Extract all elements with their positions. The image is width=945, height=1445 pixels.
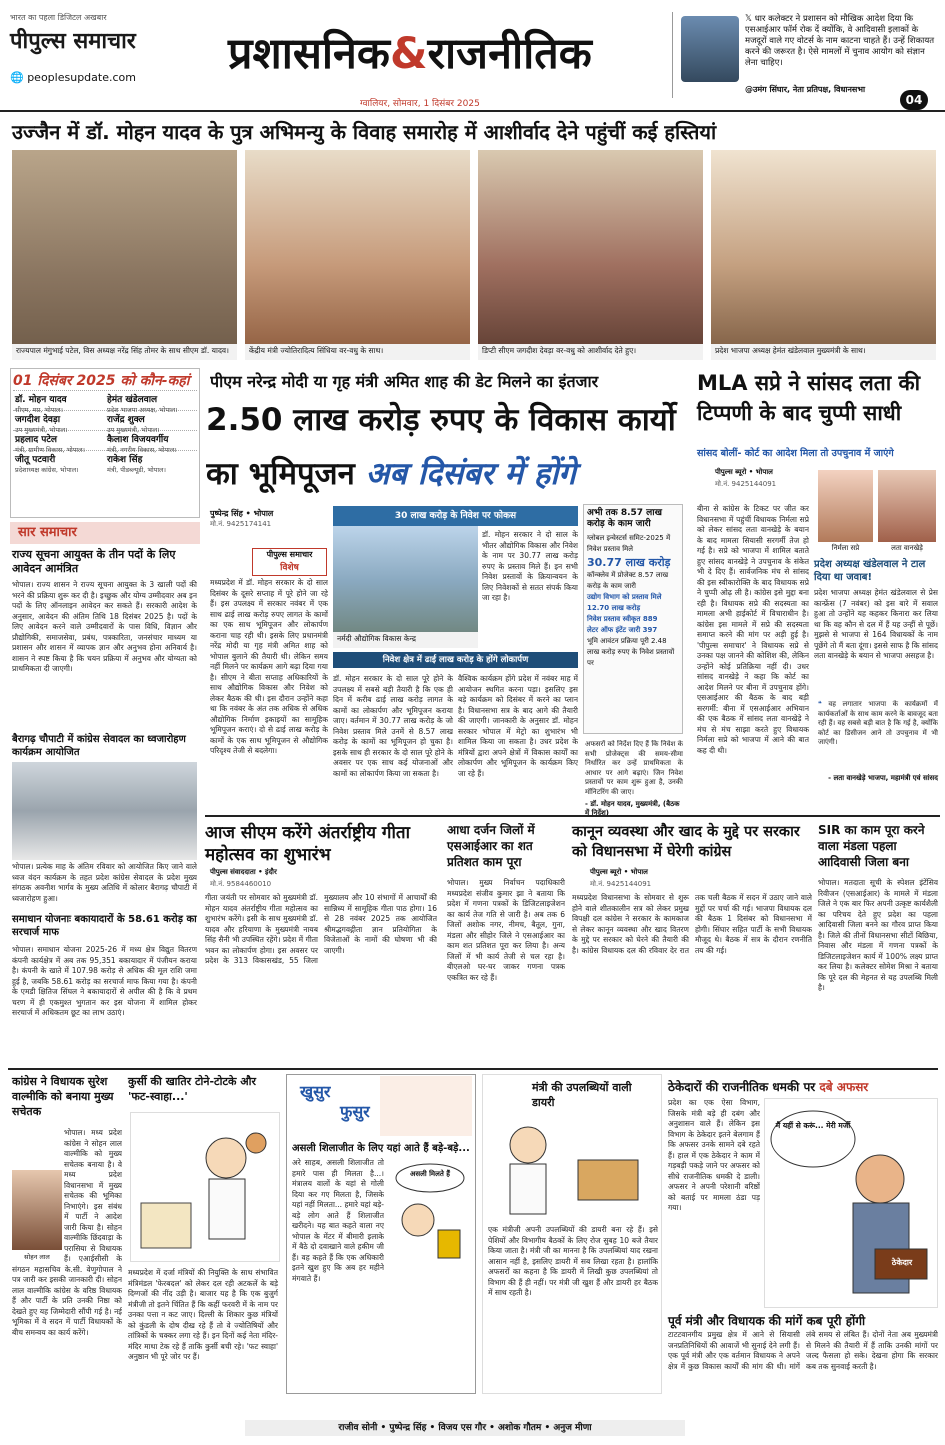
focus-banner: 30 लाख करोड़ के निवेश पर फोकस — [333, 506, 578, 526]
mukhya-body: भोपाल। मध्य प्रदेश कांग्रेस ने सोहन लाल वाल्मीकि को मुख्य सचेतक बनाया है। वे मध्य प्रदेश विधानसभा में मुख्य सचेतक की भूमिका निभाएंगे। इस संबंध में पार्टी ने आदेश जारी किया है। सोहन वाल्मीकि छिंदवाड़ा के परासिया से विधायक हैं। एआईसीसी के संगठन महासचिव के.सी. वेणुगोपाल ने पत्र जारी कर इसकी जानकारी दी। सोहन लाल वाल्मीकि कांग्रेस के वरिष्ठ विधायक हैं और पार्टी के प्रति उनकी निष्ठा को देखते हुए यह जिम्मेदारी सौंपी गई है। नई भूमिका में वे सदन में पार्टी विधायकों के बीच समन्वय का कार्य करेंगे। — [12, 1128, 122, 1337]
dateline: ग्वालियर, सोमवार, 1 दिसंबर 2025 — [360, 99, 480, 109]
caption: केंद्रीय मंत्री ज्योतिरादित्य सिंधिया वर-वधु के साथ। — [245, 344, 470, 360]
sar-body-1: भोपाल। राज्य शासन ने राज्य सूचना आयुक्त के 3 खाली पदों की भरने की प्रक्रिया शुरू कर दी है। इच्छुक और योग्य उम्मीदवार अब इन पदों के लिए ऑनलाइन आवेदन कर सकते हैं। सरकारी आदेश के अनुसार, आवेदन की अंतिम तिथि 18 दिसंबर 2025 है। पदों के लिए आवेदन करने वाले उम्मीदवारों के पास विधि, विज्ञान और प्रौद्योगिकी, समाजसेवा, प्रबंध, पत्रकारिता, जनसंचार माध्यम या प्रशासन और शासन में व्यापक ज्ञान और अनुभव होना अनिवार्य है। शासन ने स्पष्ट किया है कि चयन प्रक्रिया में अनुभव और योग्यता को प्राथमिकता दी जाएगी। — [12, 580, 197, 673]
mla-body-2: प्रदेश भाजपा अध्यक्ष हेमंत खंडेलवाल से प्रेस कान्फ्रेंस (7 नवंबर) को इस बारे में सवाल हुआ तो उन्होंने यह कहकर किनारा कर लिया था कि वह कौन से दल में हैं यह उन्हीं से पूछें। मुझसे से भाजपा से 164 विधायकों के नाम पूछेंगे तो मैं बता दूंगा। इससे साफ है कि सांसद लता वानखेड़े के बयान से भाजपा असहज है। — [814, 588, 938, 660]
photo-2 — [245, 150, 470, 360]
mla-body: बीना से कांग्रेस के टिकट पर जीत कर विधानसभा में पहुंचीं विधायक निर्मला सप्रे को लेकर सांसद लता वानखेड़े के बयान के बाद मामला सियासी सरगर्मी तेज हो गई है। सप्रे को भाजपा में शामिल बताते हुए सांसद वानखेड़े ने उपचुनाव के संकेत भी दे दिए हैं। सार्वजनिक मंच से सांसद की इस स्वीकारोक्ति के बाद विधायक सप्रे ने चुप्पी ओढ़ ली है। कांग्रेस इसे मुद्दा बना रही है। विधायक सप्रे की सदस्यता का मामला अभी हाईकोर्ट में विचाराधीन है। कांग्रेस इस मामले में सप्रे की सदस्यता समाप्त करने की मांग पर अड़ी हुई है। 'पीपुल्स समाचार' ने विधायक सप्रे से उनका पक्ष जानने की कोशिश की, लेकिन उन्होंने कोई प्रतिक्रिया नहीं दी। उधर सांसद वानखेड़े ने कहा कि कोर्ट का आदेश मिलने पर बीना में उपचुनाव होंगे। एसआईआर की बैठक के बाद बड़ी सरगर्मी: बीना में एसआईआर अभियान की एक बैठक में सांसद लता वानखेड़े ने मंच से मंच साझा करते हुए विधायक निर्मला सप्रे को भाजपा में आने की बात कह दी थी। — [697, 504, 809, 755]
mla-headline: MLA सप्रे ने सांसद लता की टिप्पणी के बाद चुप्पी साधी — [697, 371, 921, 425]
caption: सोहन लाल — [24, 1253, 50, 1261]
schedule-box: 01 दिसंबर 2025 को कौन-कहां डॉ. मोहन यादव सीएम, मप्र, भोपाल। हेमंत खंडेलवाल प्रदेश भाजपा अध्यक्ष, भोपाल। जगदीश देवड़ा उप मुख्यमंत्री, भोपाल। राजेंद्र शुक्ल उप मुख्यमंत्री, भोपाल। प्रहलाद पटेल मंत्री, ग्रामीण विकास, भोपाल। कैलाश विजयवर्गीय मंत्री, नगरीय विकास, भोपाल। जीतू पटवारी प्रदेशाध्यक्ष कांग्रेस, भोपाल। राकेश सिंह मंत्री, पीडब्ल्यूडी, भोपाल। — [10, 368, 200, 518]
thekedar-body: प्रदेश का एक ऐसा विभाग, जिसके मंत्री बड़े ही दबंग और अनुशासन वाले हैं। लेकिन इस विभाग के ठेकेदार इतने बेलगाम हैं कि अफसर उनके सामने दबे रहते हैं। हाल में एक ठेकेदार ने काम में गड़बड़ी पकड़े जाने पर अफसर को सीधे राजनीतिक धमकी दे डाली। अफसर ने अपनी परेशानी वरिष्ठों को बताई पर मामला ठंडा पड़ गया। — [668, 1098, 760, 1212]
sir-body: भोपाल। मुख्य निर्वाचन पदाधिकारी मध्यप्रदेश संजीव कुमार झा ने बताया कि प्रदेश में गणना पत्रकों के डिजिटलाइजेशन का कार्य तेज गति से जारी है। अब तक 6 जिलों अशोक नगर, नीमच, बैतूल, गुना, मंडला और सीहोर जिले ने एसआईआर का काम शत प्रतिशत पूरा कर लिया है। अन्य जिलों में भी कार्य तेजी से चल रहा है। बीएलओ घर-घर जाकर गणना पत्रक एकत्रित कर रहे हैं। — [447, 878, 565, 982]
cartoon-figure-icon — [131, 1113, 281, 1263]
speech-bubble: असली मिलते हैं — [410, 1170, 450, 1178]
diary-cartoon — [488, 1110, 658, 1220]
contributors-footer: राजीव सोनी • पुष्पेन्द्र सिंह • विजय एस गौर • अशोक गौतम • अनुज मीणा — [245, 1420, 685, 1436]
totke-body: मध्यप्रदेश में दर्जा मंत्रियों की नियुक्ति के साथ संभावित मंत्रिमंडल 'फेरबदल' को लेकर दल रही अटकलें के बड़े दिग्गजों की नींद उड़ी है। बाजार यह है कि एक बुजुर्ग मंत्रीजी तो इतने चिंतित हैं कि कहीं फरवरी में के नाम पर उनका पत्ता न कट जाए। दिल्ली के शिकार कुछ मंत्रियों को कुंडली के दोष दीख रहे हैं तो वे ज्योतिषियों और तांत्रिकों के चक्कर लगा रहे हैं। इन दिनों कई नेता मंदिर-मंदिर माथा टेक रहे हैं ताकि कुर्सी बची रहे। 'फट स्वाहा' अनुष्ठान भी पूरे जोर पर हैं। — [128, 1268, 278, 1361]
sar-caption-2: भोपाल। प्रत्येक माह के अंतिम रविवार को आयोजित किए जाने वाले ध्वज वंदन कार्यक्रम के तहत प्रदेश कांग्रेस सेवादल के प्रदेश मुख्य संगठक अवनीश भार्गव के मुख्य अतिथि में कोलार बैरागढ़ चौपाटी में ध्वजारोहण हुआ। — [12, 862, 197, 903]
byline: पीपुल्स संवाददाता • इंदौर — [210, 868, 277, 876]
x-icon: 𝕏 — [745, 14, 755, 24]
divider — [205, 815, 940, 817]
sar-body-3: भोपाल। समाधान योजना 2025-26 में मध्य क्षेत्र विद्युत वितरण कंपनी कार्यक्षेत्र में अब तक 95,351 बकायादार में पंजीयन कराया है। कंपनी के खाते में 107.98 करोड़ से अधिक की मूल राशि जमा हुई है, जबकि 58.61 करोड़ का सरचार्ज माफ किया गया है। कंपनी के एमडी क्षितिज सिंघल ने बकायादारों से अपील की है कि वे प्रथम चरण में ही एकमुश्त भुगतान कर इस योजना में शामिल होकर सरचार्ज में अधिकतम छूट का लाभ उठाएं। — [12, 945, 197, 1017]
schedule-title: 01 दिसंबर 2025 को कौन-कहां — [13, 373, 190, 389]
tagline: भारत का पहला डिजिटल अखबार — [10, 13, 107, 22]
thekedar-cartoon — [764, 1098, 938, 1308]
caption: निर्मला सप्रे — [831, 544, 860, 552]
fact-note: डॉ. मोहन सरकार ने दो साल के भीतर औद्योगिक विकास और निवेश के नाम पर 30.77 लाख करोड़ रुपए के प्रस्ताव मिले हैं। इन सभी निवेश प्रस्तावों के क्रियान्वयन के लिए निवेशकों से सतत संपर्क किया जा रहा है। — [482, 530, 578, 602]
main-body-3: वैश्विक कार्यक्रम होंगे प्रदेश में नवंबर माह में आयोजन स्थगित करना पड़ा। इसलिए इस बड़े कार्यक्रम को दिसंबर में करने का प्लान है। विधानसभा सत्र के बाद आगे की तैयारी की जाएगी। जानकारी के अनुसार डॉ. मोहन सरकार भोपाल में मेट्रो का शुभारंभ भी शामिल किया जा सकता है। उधर प्रदेश के मंत्रियों द्वारा अपने क्षेत्रों में विकास कार्यों का लोकार्पण और भूमिपूजन के कार्यक्रम किए जा रहे हैं। — [458, 674, 578, 778]
stats-box: अभी तक 8.57 लाख करोड़ के काम जारी ग्लोबल इन्वेस्टर्स समिट-2025 में निवेश प्रस्ताव मिले 30.77 लाख करोड़ कॉन्क्लेव में प्रोजेक्ट 8.57 लाख करोड़ के काम जारी उद्योग विभाग को प्रस्ताव मिले 12.70 लाख करोड़ निवेश प्रस्ताव स्वीकृत 889 लेटर ऑफ इंटेंट जारी 397 भूमि आवंटन प्रक्रिया पूरी 2.48 लाख करोड़ रुपए के निवेश प्रस्तावों पर — [583, 504, 683, 734]
sevadal-photo — [12, 762, 197, 860]
lead-headline: उज्जैन में डॉ. मोहन यादव के पुत्र अभिमन्यु के विवाह समारोह में आशीर्वाद देने पहुंचीं कई हस्तियां — [12, 120, 717, 144]
avatar — [681, 16, 739, 82]
caption: लता वानखेड़े — [891, 544, 923, 552]
label: ठेकेदार — [891, 1258, 913, 1267]
khusur-label: खुसुर — [300, 1082, 331, 1101]
website-url[interactable]: 🌐 peoplesupdate.com — [10, 71, 136, 84]
gita-body: गीता जयंती पर सोमवार को मुख्यमंत्री डॉ. मोहन यादव अंतर्राष्ट्रीय गीता महोत्सव का शुभारंभ करेंगे। इसी के साथ मुख्यमंत्री डॉ. यादव और हरियाणा के मुख्यमंत्री नायब सिंह सैनी भी उपस्थित रहेंगे। प्रदेश में गीता भवन का लोकार्पण होगा। इस अवसर पर प्रदेश के 313 विकासखंड, 55 जिला मुख्यालय और 10 संभागों में आचार्यों की सान्निध्य में सामूहिक गीता पाठ होगा। 16 से 28 नवंबर 2025 तक आयोजित श्रीमद्भगवद्गीता ज्ञान प्रतियोगिता के विजेताओं के नामों की घोषणा भी की जाएगी। — [205, 893, 437, 965]
caption: डिप्टी सीएम जगदीश देवड़ा वर-वधु को आशीर्वाद देते हुए। — [478, 344, 703, 360]
section-title: प्रशासनिक&राजनीतिक — [228, 29, 592, 79]
cm-quote-author: - डॉ. मोहन यादव, मुख्यमंत्री, (बैठक में निर्देश) — [585, 800, 680, 817]
mobile-number: मो.नं. 9584460010 — [210, 880, 272, 888]
main-kicker: पीएम नरेन्द्र मोदी या गृह मंत्री अमित शाह की डेट मिलने का इंतजार — [210, 372, 599, 391]
cm-quote: अफसरों को निर्देश दिए हैं कि निवेश के सभी प्रोजेक्ट्स की समय-सीमा निर्धारित कर उन्हें प्राथमिकता के आधार पर आगे बढ़ाएं। जिन निवेश प्रस्तावों पर काम शुरू हुआ है, उनकी मॉनिटरिंग की जाए। — [585, 740, 683, 796]
sir-mandla-body: भोपाल। मतदाता सूची के स्पेशल इंटेंसिव रिवीजन (एसआईआर) के मामले में मंडला जिले ने एक बार फिर अपनी उत्कृष्ट कार्यशैली का परिचय देते हुए प्रदेश का पहला आदिवासी जिला बनने का गौरव प्राप्त किया है। जिले की तीनों विधानसभा सीटों बिछिया, निवास और मंडला में गणना पत्रकों के डिजिटलाइजेशन कार्य में 100% लक्ष्य प्राप्त कर लिया है। कलेक्टर सोमेश मिश्रा ने बताया कि पूरे दल की मेहनत से यह उपलब्धि मिली है। — [818, 878, 938, 992]
caption: प्रदेश भाजपा अध्यक्ष हेमंत खंडेलवाल मुख्यमंत्री के साथ। — [711, 344, 936, 360]
khusur-body: अरे साहब, असली शिलाजीत तो हमारे पास ही मिलता है...। मंत्रालय वालों के यहां से गोली दिया कर गए मिलता है, जिसके यहां नहीं मिलता... हमारे यहां बड़े-बड़े लोग आते हैं शिलाजीत खरीदने। यह बात कहते वाला नए भोपाल के मेंटर में बीमारी इलाके में बैठे दो दवाखाने वाले हकीम जी हैं। वह कहते हैं कि एक अधिकारी इतने खुश हुए कि अब हर महीने मंगवाते हैं। — [292, 1158, 384, 1283]
gita-headline: आज सीएम करेंगे अंतर्राष्ट्रीय गीता महोत्सव का शुभारंभ — [205, 823, 410, 865]
purv-headline: पूर्व मंत्री और विधायक की मांगें कब पूरी होंगी — [668, 1314, 866, 1328]
photo-1 — [12, 150, 237, 360]
speech-bubble: मैं यहीं से करूं... मेरी मर्जी — [775, 1121, 851, 1130]
thekedar-headline: ठेकेदारों की राजनीतिक धमकी पर दबे अफसर — [668, 1080, 869, 1094]
sar-samachar-label: सार समाचार — [10, 522, 200, 544]
main-headline-line-1: 2.50 लाख करोड़ रुपए के विकास कार्यो — [206, 402, 676, 438]
byline: पुष्पेन्द्र सिंह • भोपाल — [210, 509, 274, 518]
photo-3 — [478, 150, 703, 360]
mla-subheadline: प्रदेश अध्यक्ष खंडेलवाल ने टाल दिया था जवाब! — [814, 559, 926, 583]
totke-headline: कुर्सी की खातिर टोने-टोटके और 'फट-स्वाहा...' — [128, 1075, 257, 1103]
sar-headline-2: बैरागढ़ चौपाटी में कांग्रेस सेवादल का ध्वजारोहण कार्यक्रम आयोजित — [12, 734, 186, 758]
congress-headline: कानून व्यवस्था और खाद के मुद्दे पर सरकार को विधानसभा में घेरेगी कांग्रेस — [572, 824, 800, 860]
lata-quote-author: - लता वानखेड़े भाजपा, महामंत्री एवं सांसद — [828, 774, 938, 782]
purv-body: टाटटवानगीय प्रमुख क्षेत्र में आने से सियासी जनप्रतिनिधियों की आवाजें भी सुनाई देने लगी हैं। एक पूर्व मंत्री और एक वर्तमान विधायक ने अपने क्षेत्र में कुछ विकास कार्यों की मांग की थी। मांगें लंबे समय से लंबित हैं। दोनों नेता अब मुख्यमंत्री से मिलने की तैयारी में हैं ताकि उनकी मांगों पर जल्द फैसला हो सके। देखना होगा कि सरकार कब तक सुनवाई करती है। — [668, 1330, 938, 1371]
main-body-1: मध्यप्रदेश में डॉ. मोहन सरकार के दो साल दिसंबर के दूसरे सप्ताह में पूरे होने जा रहे हैं। इस उपलक्ष्य में सरकार नवंबर में एक साथ ढाई लाख करोड़ रुपए लागत के कामों का एक साथ भूमिपूजन और लोकार्पण कराना चाह रही थी। इसके लिए प्रधानमंत्री नरेंद्र मोदी या गृह मंत्री अमित शाह को भोपाल बुलाने की तैयारी थी। लेकिन समय नहीं मिलने पर कार्यक्रम आगे बढ़ा दिया गया है। सीएम ने बीता सप्ताह अधिकारियों के साथ औद्योगिक विकास और निवेश को लेकर बैठक की थी। इस दौरान उन्होंने कहा था कि नवंबर के अंत तक अधिक से अधिक औद्योगिक निर्माण इकाइयों का सामूहिक भूमिपूजन कराएं। दो से ढाई लाख करोड़ के कामों के एक साथ भूमिपूजन से औद्योगिक परिदृश्य तेजी से बदलेगा। — [210, 578, 328, 755]
quote-text: 𝕏 धार कलेक्टर ने प्रशासन को मौखिक आदेश दिया कि एसआईआर फॉर्म रोक दें क्योंकि, वे आदिवासी इलाकों के मजदूरों वाले गए वोटर्स के नाम काटना चाहते हैं। उन्हें शिकायत करने की जरूरत है। ऐसे मामलों में चुनाव आयोग को संज्ञान लेना चाहिए। — [745, 14, 935, 68]
portrait-sapre — [818, 470, 873, 542]
portrait-lata — [878, 470, 936, 542]
mla-subhead: सांसद बोलीं- कोर्ट का आदेश मिला तो उपचुनाव में जाएंगे — [697, 448, 894, 459]
caption: राज्यपाल मंगुभाई पटेल, विस अध्यक्ष नरेंद्र सिंह तोमर के साथ सीएम डॉ. यादव। — [12, 344, 237, 360]
investment-band: निवेश क्षेत्र में ढाई लाख करोड़ के होंगे लोकार्पण — [333, 652, 578, 668]
fusur-label: फुसुर — [340, 1102, 370, 1121]
congress-body: मध्यप्रदेश विधानसभा के सोमवार से शुरू होने वाले शीतकालीन सत्र को लेकर प्रमुख विपक्षी दल कांग्रेस ने सरकार के कामकाज से लेकर कानून व्यवस्था और खाद वितरण के मुद्दे पर सरकार को घेरने की तैयारी की है। कांग्रेस विधायक दल की रविवार देर रात तक चली बैठक में सदन में उठाए जाने वाले मुद्दों पर चर्चा की गई। भाजपा विधायक दल की बैठक 1 दिसंबर को विधानसभा में होगी। सिंघार सहित पार्टी के सभी विधायक मौजूद थे। बैठक में सत्र के दौरान रणनीति तय की गई। — [572, 893, 812, 955]
sar-headline-1: राज्य सूचना आयुक्त के तीन पदों के लिए आवेदन आमंत्रित — [12, 548, 176, 575]
byline: पीपुल्स ब्यूरो • भोपाल — [715, 468, 773, 476]
divider — [8, 1068, 938, 1070]
totke-cartoon — [130, 1112, 280, 1262]
mukhya-headline: कांग्रेस ने विधायक सुरेश वाल्मीकि को बनाया मुख्य सचेतक — [12, 1075, 114, 1118]
shilajit-cartoon — [388, 1160, 472, 1280]
mobile-number: मो.नं. 9425174141 — [210, 520, 272, 528]
khusur-headline: असली शिलाजीत के लिए यहां आते हैं बड़े-बड़े... — [292, 1143, 470, 1154]
brand-badge: पीपुल्स समाचार विशेष — [252, 548, 327, 576]
quote-author: @उमंग सिंघार, नेता प्रतिपक्ष, विधानसभा — [745, 85, 866, 94]
newspaper-name: पीपुल्स समाचार — [10, 29, 136, 54]
masthead — [0, 0, 945, 112]
globe-icon: 🌐 — [10, 71, 28, 84]
cartoon-heads — [380, 1076, 472, 1136]
sir-mandla-headline: SIR का काम पूरा करने वाला मंडला पहला आदिवासी जिला बना — [818, 823, 925, 869]
diary-headline: मंत्री की उपलब्धियों वाली डायरी — [532, 1081, 632, 1109]
photo-4 — [711, 150, 936, 360]
main-body-2: डॉ. मोहन सरकार के दो साल पूरे होने के उपलक्ष्य में सबसे बड़ी तैयारी है कि एक ही दिन में करीब ढाई लाख करोड़ लागत के कामों का लोकार्पण और भूमिपूजन कराया जाए। वर्तमान में 30.77 लाख करोड़ के जो निवेश प्रस्ताव मिले उनमें से 8.57 लाख करोड़ के कामों का भूमिपूजन हो चुका है। इसके साथ ही सरकार के दो साल पूरे होने के अवसर पर एक साथ कई योजनाओं और कामों का लोकार्पण किया जा सकता है। — [333, 674, 453, 778]
sir-headline: आधा दर्जन जिलों में एसआईआर का शत प्रतिशत काम पूरा — [447, 823, 535, 869]
mobile-number: मो.नं. 9425144091 — [715, 480, 777, 488]
quote-box — [672, 12, 937, 98]
quote-icon: ❝ — [818, 700, 829, 708]
main-headline-line-2: का भूमिपूजन अब दिसंबर में होंगे — [206, 456, 576, 492]
industrial-photo: नर्मदी औद्योगिक विकास केन्द्र — [333, 526, 478, 648]
diary-body: एक मंत्रीजी अपनी उपलब्धियों की डायरी बना रहे हैं। इसे पेशियों और विभागीय बैठकों के लिए रोज सुबह 10 बजे तैयार किया जाता है। मंत्री जी का मानना है कि उपलब्धियां याद रखना आसान नहीं है, इसलिए डायरी में सब लिखा रहता है। हालांकि अफसरों का कहना है कि डायरी में लिखी कुछ उपलब्धियां तो विभाग की हैं ही नहीं। पर मंत्री जी खुश हैं और डायरी हर बैठक में साथ रहती है। — [488, 1225, 658, 1297]
mobile-number: मो.नं. 9425144091 — [590, 880, 652, 888]
lata-quote: ❝ वह लगातार भाजपा के कार्यक्रमों में कार्यकर्ताओं के साथ काम करने के बावजूद बता रही हैं। वह सबसे बड़ी बात है कि गई है, क्योंकि कोर्ट का डिसीजन आने तो उपचुनाव में भी जाएंगी। — [818, 700, 938, 746]
sar-headline-3: समाधान योजनाः बकायादारों के 58.61 करोड़ का सरचार्ज माफ — [12, 914, 197, 938]
byline: पीपुल्स ब्यूरो • भोपाल — [590, 868, 648, 876]
page-number: 04 — [900, 90, 928, 110]
newspaper-logo[interactable] — [10, 12, 225, 84]
